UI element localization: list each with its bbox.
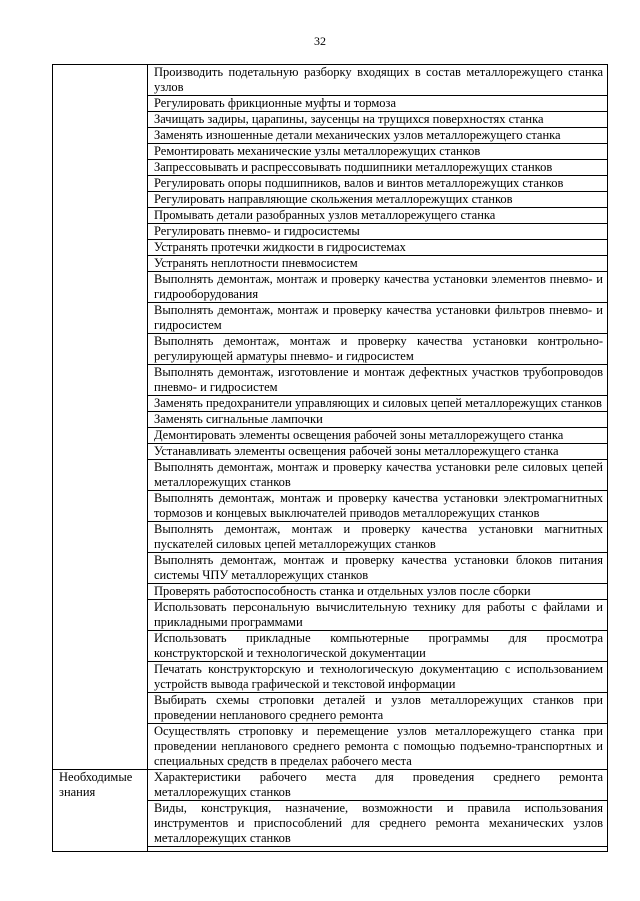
skill-item: Выполнять демонтаж, монтаж и проверку качества установки магнитных пускателей силовых цепей металлорежущих станков xyxy=(148,522,608,553)
skill-item: Осуществлять строповку и перемещение узлов металлорежущего станка при проведении непланового среднего ремонта с помощью подъемно-транспортных и специальных средств в пределах рабочего места xyxy=(148,724,608,770)
skill-item: Устранять неплотности пневмосистем xyxy=(148,256,608,272)
skill-item: Заменять сигнальные лампочки xyxy=(148,412,608,428)
knowledge-item: Характеристики рабочего места для проведения среднего ремонта металлорежущих станков xyxy=(148,770,608,801)
knowledge-row xyxy=(53,770,608,801)
skill-item: Ремонтировать механические узлы металлорежущих станков xyxy=(148,144,608,160)
skill-item: Выполнять демонтаж, монтаж и проверку качества установки блоков питания системы ЧПУ металлорежущих станков xyxy=(148,553,608,584)
skill-item: Регулировать пневмо- и гидросистемы xyxy=(148,224,608,240)
skill-item: Выполнять демонтаж, изготовление и монтаж дефектных участков трубопроводов пневмо- и гидросистем xyxy=(148,365,608,396)
skill-item: Проверять работоспособность станка и отдельных узлов после сборки xyxy=(148,584,608,600)
skill-item: Заменять предохранители управляющих и силовых цепей металлорежущих станков xyxy=(148,396,608,412)
skill-row xyxy=(53,65,608,96)
skill-item: Запрессовывать и распрессовывать подшипники металлорежущих станков xyxy=(148,160,608,176)
page-number: 32 xyxy=(314,34,326,48)
skill-item: Выполнять демонтаж, монтаж и проверку качества установки фильтров пневмо- и гидросистем xyxy=(148,303,608,334)
skill-item: Использовать прикладные компьютерные программы для просмотра конструкторской и технологической документации xyxy=(148,631,608,662)
skill-item: Выполнять демонтаж, монтаж и проверку качества установки контрольно-регулирующей арматуры пневмо- и гидросистем xyxy=(148,334,608,365)
skill-item: Регулировать направляющие скольжения металлорежущих станков xyxy=(148,192,608,208)
skill-item: Зачищать задиры, царапины, заусенцы на трущихся поверхностях станка xyxy=(148,112,608,128)
knowledge-category-label: Необходимые знания xyxy=(53,770,148,852)
requirements-table xyxy=(52,64,608,852)
skill-item: Печатать конструкторскую и технологическую документацию с использованием устройств вывода графической и текстовой информации xyxy=(148,662,608,693)
skill-item: Устранять протечки жидкости в гидросистемах xyxy=(148,240,608,256)
skill-item: Промывать детали разобранных узлов металлорежущего станка xyxy=(148,208,608,224)
skill-item: Регулировать опоры подшипников, валов и винтов металлорежущих станков xyxy=(148,176,608,192)
skill-item: Выполнять демонтаж, монтаж и проверку качества установки элементов пневмо- и гидрооборудования xyxy=(148,272,608,303)
skill-item: Выполнять демонтаж, монтаж и проверку качества установки электромагнитных тормозов и концевых выключателей приводов металлорежущих станков xyxy=(148,491,608,522)
skill-item: Выбирать схемы строповки деталей и узлов металлорежущих станков при проведении непланового среднего ремонта xyxy=(148,693,608,724)
knowledge-item: Виды, конструкция, назначение, возможности и правила использования инструментов и приспособлений для среднего ремонта механических узлов металлорежущих станков xyxy=(148,801,608,847)
skill-item: Производить подетальную разборку входящих в состав металлорежущего станка узлов xyxy=(148,65,608,96)
skill-item: Выполнять демонтаж, монтаж и проверку качества установки реле силовых цепей металлорежущих станков xyxy=(148,460,608,491)
skill-item: Регулировать фрикционные муфты и тормоза xyxy=(148,96,608,112)
skill-item: Использовать персональную вычислительную технику для работы с файлами и прикладными программами xyxy=(148,600,608,631)
skill-item: Демонтировать элементы освещения рабочей зоны металлорежущего станка xyxy=(148,428,608,444)
skill-item: Заменять изношенные детали механических узлов металлорежущего станка xyxy=(148,128,608,144)
knowledge-item xyxy=(148,847,608,852)
skills-category-cell xyxy=(53,65,148,770)
skill-item: Устанавливать элементы освещения рабочей зоны металлорежущего станка xyxy=(148,444,608,460)
requirements-table-body xyxy=(53,65,608,852)
